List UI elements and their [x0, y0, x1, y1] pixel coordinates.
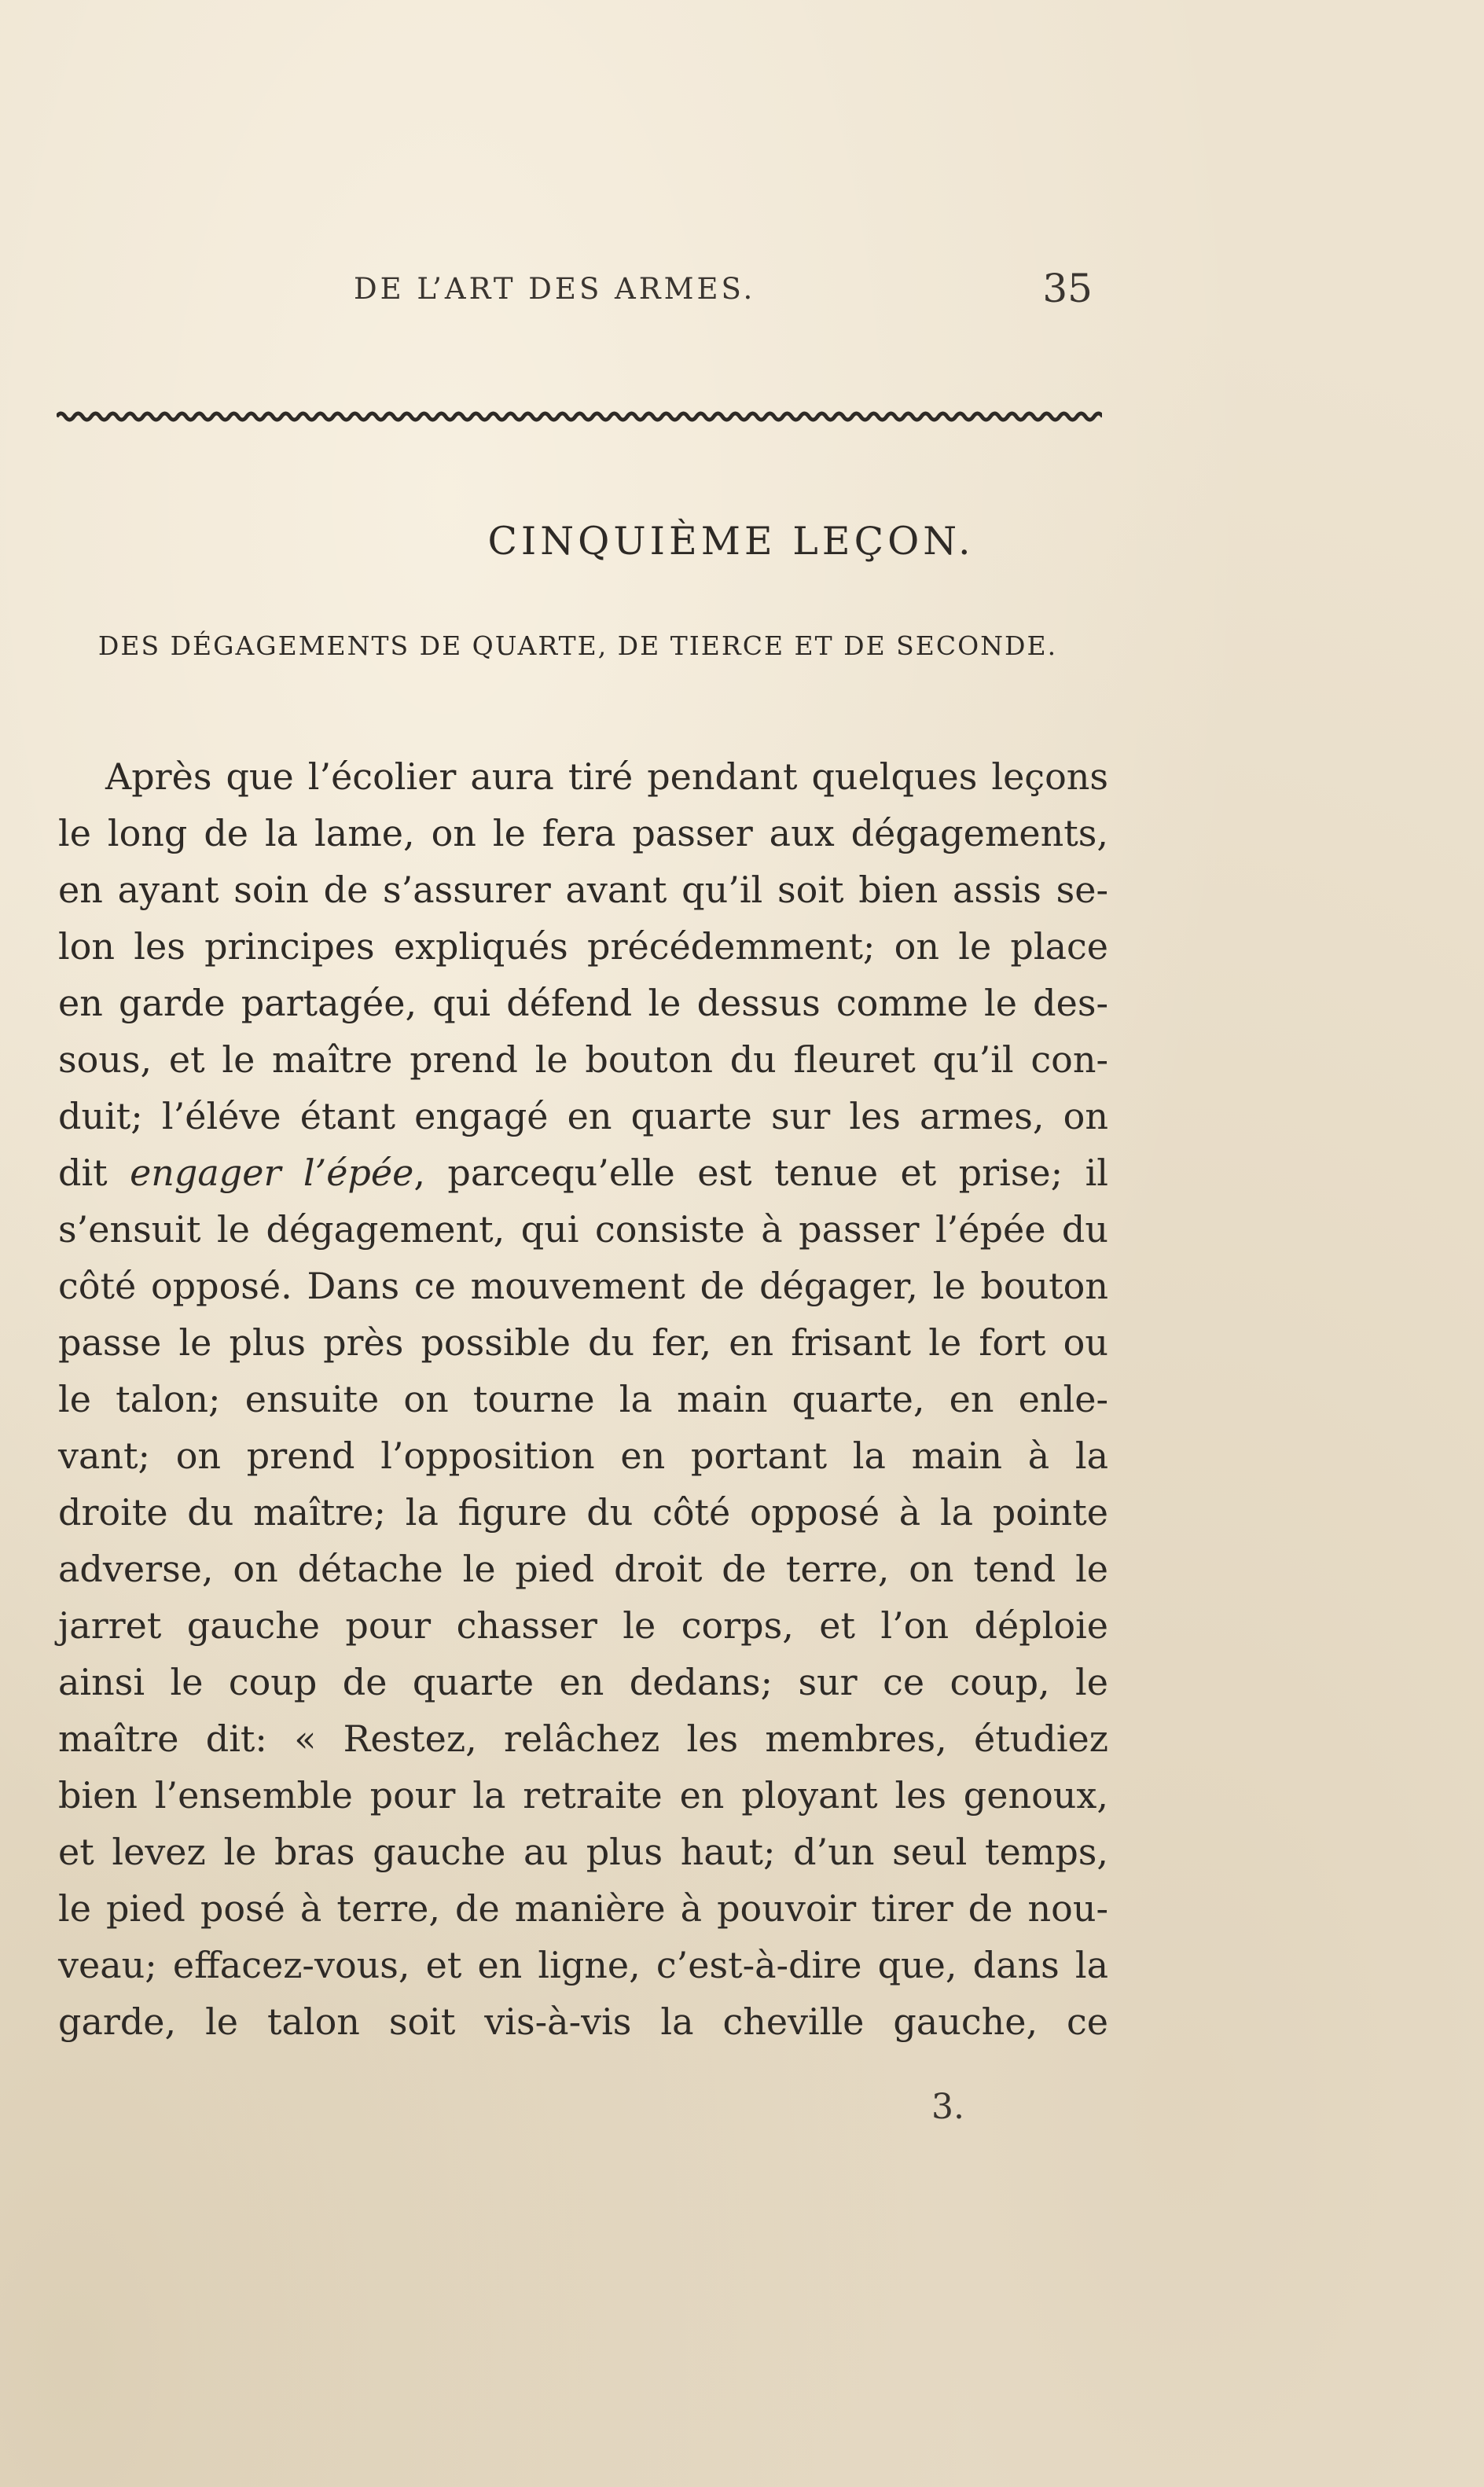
text-line: jarret gauche pour chasser le corps, et l’on déploie	[58, 1604, 1108, 1647]
ornamental-rule	[57, 407, 1102, 426]
text-segment: , parcequ’elle est tenue et prise; il	[413, 1152, 1108, 1194]
text-segment: dit	[58, 1152, 130, 1194]
text-line: en ayant soin de s’assurer avant qu’il soit bien assis se-	[58, 869, 1108, 911]
text-line: bien l’ensemble pour la retraite en ployant les genoux,	[58, 1774, 1108, 1817]
text-line: droite du maître; la figure du côté opposé à la pointe	[58, 1491, 1108, 1534]
text-line: passe le plus près possible du fer, en frisant le fort ou	[58, 1321, 1108, 1364]
running-head	[299, 266, 1100, 313]
text-line: veau; effacez-vous, et en ligne, c’est-à-dire que, dans la	[58, 1944, 1108, 1986]
text-line: maître dit: « Restez, relâchez les membres, étudiez	[58, 1717, 1108, 1760]
text-line: côté opposé. Dans ce mouvement de dégager, le bouton	[58, 1265, 1108, 1307]
text-line: en garde partagée, qui défend le dessus comme le des-	[58, 982, 1108, 1024]
text-line: Après que l’écolier aura tiré pendant quelques leçons	[105, 755, 1108, 798]
text-line: vant; on prend l’opposition en portant la main à la	[58, 1435, 1108, 1477]
running-title: DE L’ART DES ARMES.	[354, 272, 756, 306]
text-line	[58, 1144, 1108, 1201]
italic-term: engager l’épée	[130, 1152, 414, 1194]
page-number: 35	[1042, 266, 1093, 311]
section-title: DES DÉGAGEMENTS DE QUARTE, DE TIERCE ET DE SECONDE.	[97, 630, 1058, 661]
text-line: le pied posé à terre, de manière à pouvoir tirer de nou-	[58, 1887, 1108, 1930]
text-line: garde, le talon soit vis-à-vis la cheville gauche, ce	[58, 2000, 1108, 2043]
text-line: duit; l’éléve étant engagé en quarte sur les armes, on	[58, 1095, 1108, 1137]
text-line: adverse, on détache le pied droit de terre, on tend le	[58, 1548, 1108, 1590]
text-line: le talon; ensuite on tourne la main quarte, en enle-	[58, 1378, 1108, 1420]
signature-mark: 3.	[931, 2087, 964, 2127]
body-text	[58, 748, 1108, 2050]
text-line: ainsi le coup de quarte en dedans; sur ce coup, le	[58, 1661, 1108, 1703]
text-line: s’ensuit le dégagement, qui consiste à passer l’épée du	[58, 1208, 1108, 1251]
text-line: et levez le bras gauche au plus haut; d’un seul temps,	[58, 1831, 1108, 1873]
text-line: lon les principes expliqués précédemment; on le place	[58, 925, 1108, 968]
text-line: sous, et le maître prend le bouton du fleuret qu’il con-	[58, 1038, 1108, 1081]
text-line: le long de la lame, on le fera passer aux dégagements,	[58, 812, 1108, 854]
chapter-title: CINQUIÈME LEÇON.	[487, 519, 975, 564]
